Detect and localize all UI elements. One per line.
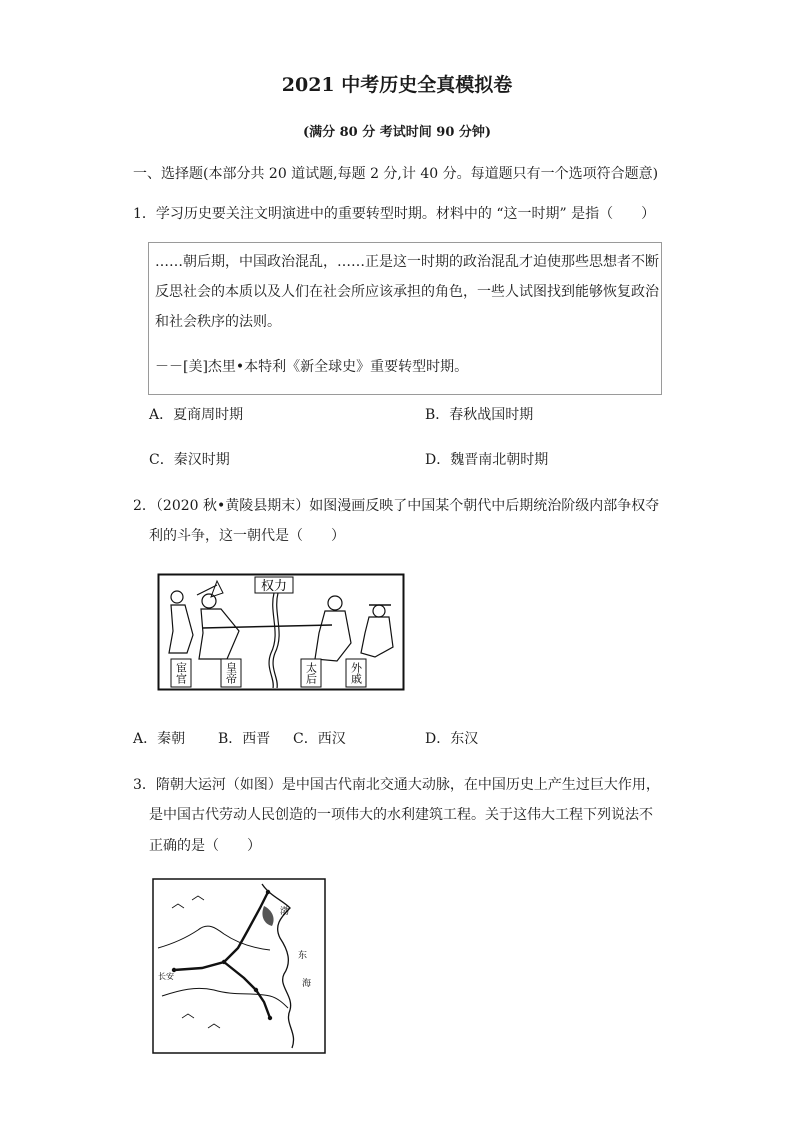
q1-option-d[interactable]: D．魏晋南北朝时期	[425, 452, 549, 468]
quote-line: 反思社会的本质以及人们在社会所应该承担的角色，一些人试图找到能够恢复政治	[155, 284, 659, 300]
quote-line: ……朝后期，中国政治混乱，……正是这一时期的政治混乱才迫使那些思想者不断	[155, 254, 659, 270]
east-label: 东	[298, 951, 308, 961]
empress-label: 太后	[304, 662, 318, 684]
relative-label: 外戚	[349, 662, 363, 684]
page-subtitle: (满分 80 分 考试时间 90 分钟)	[302, 125, 492, 140]
question-3-stem: 是中国古代劳动人民创造的一项伟大的水利建筑工程。关于这伟大工程下列说法不	[149, 807, 653, 823]
bohai-label: 渤	[280, 907, 290, 917]
changan-label: 长安	[158, 972, 174, 981]
q1-option-c[interactable]: C．秦汉时期	[149, 452, 230, 468]
q2-option-b[interactable]: B．西晋	[218, 731, 271, 747]
question-2-stem: 利的斗争，这一朝代是（ ）	[149, 528, 345, 544]
q2-option-a[interactable]: A．秦朝	[133, 731, 186, 747]
page-title: 2021 中考历史全真模拟卷	[281, 74, 513, 96]
power-label: 权力	[260, 579, 288, 594]
quote-box	[148, 242, 662, 395]
grand-canal-map	[152, 878, 326, 1054]
question-3-stem: 正确的是（ ）	[149, 838, 261, 854]
emperor-label: 皇帝	[224, 662, 238, 684]
sea-label: 海	[302, 979, 312, 989]
q1-option-a[interactable]: A．夏商周时期	[149, 407, 244, 423]
question-3-stem: 3．隋朝大运河（如图）是中国古代南北交通大动脉，在中国历史上产生过巨大作用，	[133, 777, 660, 793]
quote-line: 和社会秩序的法则。	[155, 314, 281, 330]
section-heading: 一、选择题(本部分共 20 道试题,每题 2 分,计 40 分。每道题只有一个选项符合题意)	[133, 166, 659, 182]
question-1-stem: 1．学习历史要关注文明演进中的重要转型时期。材料中的 “这一时期” 是指（ ）	[133, 206, 656, 222]
quote-source: －－[美]杰里•本特利《新全球史》重要转型时期。	[155, 359, 469, 375]
power-struggle-cartoon	[157, 573, 405, 691]
eunuch-label: 宦官	[174, 662, 188, 684]
q2-option-d[interactable]: D．东汉	[425, 731, 479, 747]
q1-option-b[interactable]: B．春秋战国时期	[425, 407, 534, 423]
question-2-stem: 2．（2020 秋•黄陵县期末）如图漫画反映了中国某个朝代中后期统治阶级内部争权夺	[133, 498, 660, 514]
q2-option-c[interactable]: C．西汉	[293, 731, 346, 747]
